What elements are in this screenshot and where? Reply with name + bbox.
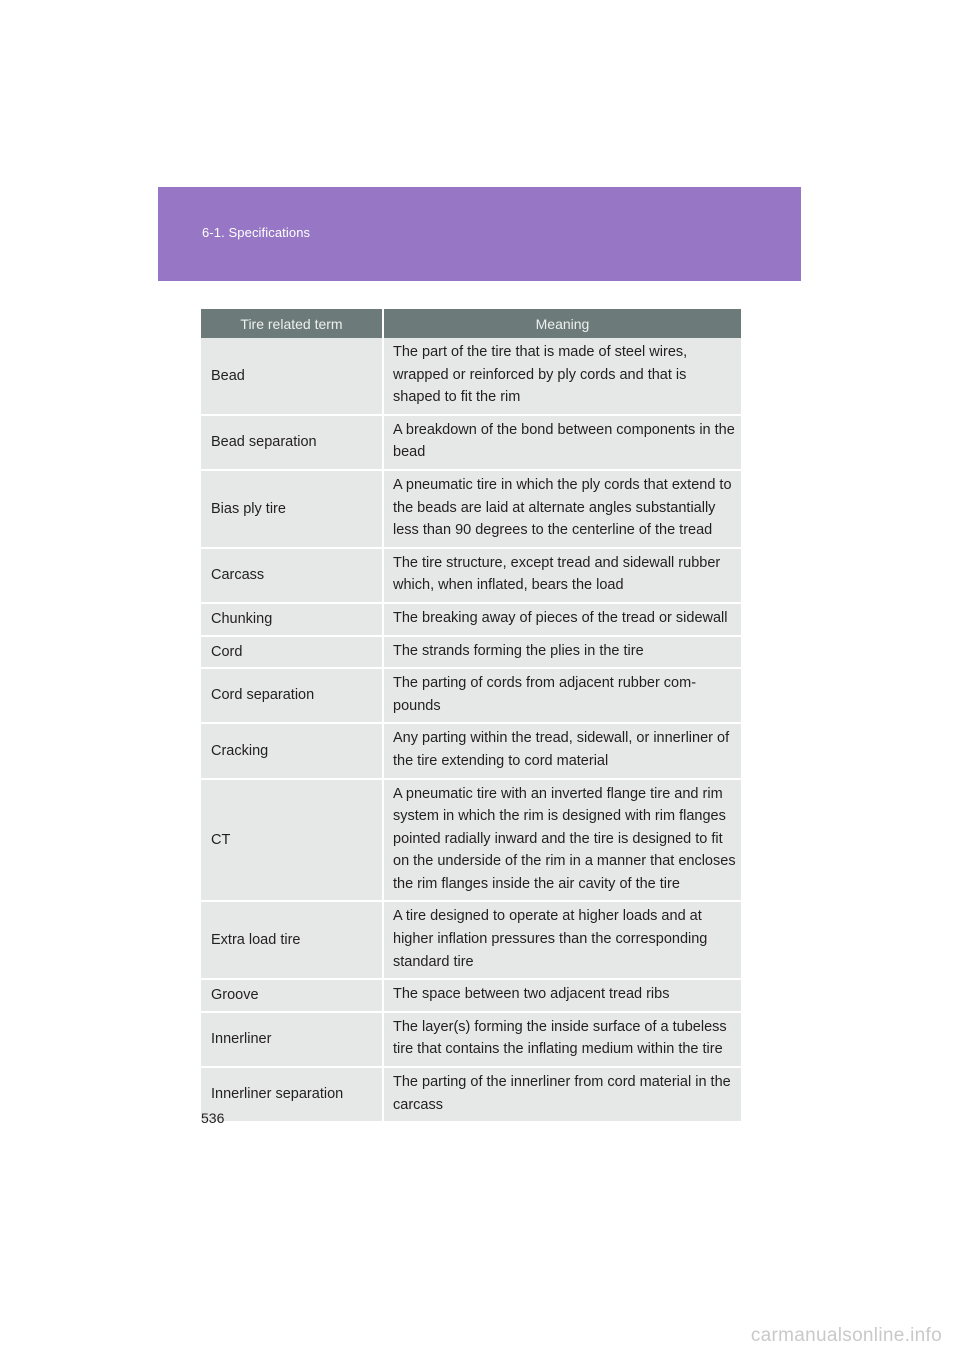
term-cell: Groove [201, 980, 384, 1013]
term-cell: Chunking [201, 604, 384, 637]
tire-terms-table [201, 309, 741, 1123]
meaning-cell: The strands forming the plies in the tire [384, 637, 741, 670]
term-cell: Carcass [201, 549, 384, 604]
table-row [201, 471, 741, 549]
meaning-cell: The space between two adjacent tread ribs [384, 980, 741, 1013]
meaning-cell: A pneumatic tire with an inverted flange tire and rim system in which the rim is designed with rim flanges pointed radially inward and the tire is designed to fit on the underside of the rim in a manner that encloses the rim flanges inside the air cavity of the tire [384, 780, 741, 903]
term-cell: CT [201, 780, 384, 903]
term-cell: Extra load tire [201, 902, 384, 980]
table-row [201, 604, 741, 637]
meaning-cell: Any parting within the tread, sidewall, or innerliner of the tire extending to cord material [384, 724, 741, 779]
page-number: 536 [201, 1110, 225, 1126]
table-row [201, 549, 741, 604]
meaning-cell: A breakdown of the bond between components in the bead [384, 416, 741, 471]
watermark-link[interactable]: carmanualsonline.info [750, 1325, 942, 1346]
table-header-row [201, 309, 741, 338]
term-cell: Bias ply tire [201, 471, 384, 549]
meaning-cell: The part of the tire that is made of steel wires, wrapped or reinforced by ply cords and that is shaped to fit the rim [384, 338, 741, 416]
meaning-cell: The parting of cords from adjacent rubber com- pounds [384, 669, 741, 724]
table-row [201, 980, 741, 1013]
table-row [201, 1068, 741, 1123]
table-row [201, 780, 741, 903]
term-cell: Cord [201, 637, 384, 670]
column-header-term: Tire related term [201, 309, 384, 338]
section-title: 6-1. Specifications [202, 225, 311, 240]
meaning-cell: A tire designed to operate at higher loads and at higher inflation pressures than the corresponding standard tire [384, 902, 741, 980]
table-row [201, 669, 741, 724]
table-row [201, 416, 741, 471]
meaning-cell: The layer(s) forming the inside surface of a tubeless tire that contains the inflating medium within the tire [384, 1013, 741, 1068]
meaning-cell: A pneumatic tire in which the ply cords that extend to the beads are laid at alternate angles substantially less than 90 degrees to the centerline of the tread [384, 471, 741, 549]
term-cell: Bead [201, 338, 384, 416]
table-row [201, 338, 741, 416]
table-row [201, 1013, 741, 1068]
term-cell: Cord separation [201, 669, 384, 724]
term-cell: Innerliner separation [201, 1068, 384, 1123]
table-row [201, 902, 741, 980]
section-header-band [158, 187, 801, 281]
term-cell: Bead separation [201, 416, 384, 471]
meaning-cell: The parting of the innerliner from cord material in the carcass [384, 1068, 741, 1123]
column-header-meaning: Meaning [384, 309, 741, 338]
meaning-cell: The tire structure, except tread and sidewall rubber which, when inflated, bears the load [384, 549, 741, 604]
table-row [201, 724, 741, 779]
meaning-cell: The breaking away of pieces of the tread or sidewall [384, 604, 741, 637]
term-cell: Cracking [201, 724, 384, 779]
term-cell: Innerliner [201, 1013, 384, 1068]
table-row [201, 637, 741, 670]
